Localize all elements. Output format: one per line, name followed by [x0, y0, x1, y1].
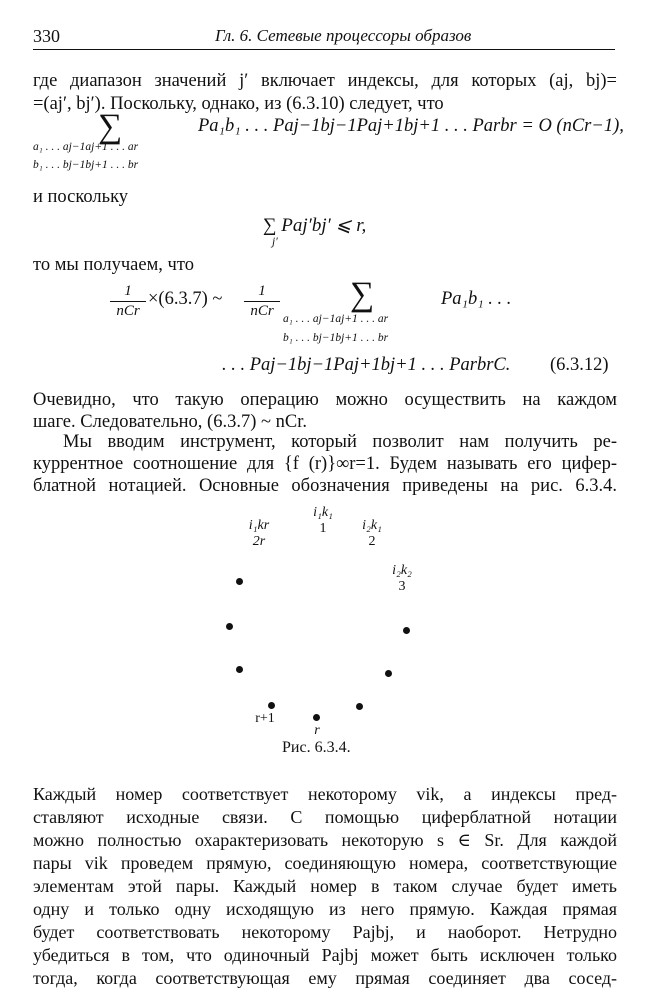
page-number: 330 [33, 26, 60, 46]
paragraph-3-line-1: Мы вводим инструмент, который позволит нам получить ре- [63, 432, 617, 452]
paragraph-4-line-7: будет соответствовать некоторому Pajbj, и наоборот. Нетрудно [33, 922, 617, 942]
paragraph-4-line-6: одну и только одну исходящую из него прямую. Каждая прямая [33, 899, 617, 919]
paragraph-2-line-2: шаге. Следовательно, (6.3.7) ~ nCr. [33, 412, 307, 432]
figure-caption: Рис. 6.3.4. [282, 739, 351, 756]
clock-dot [236, 666, 243, 673]
clock-dot [268, 702, 275, 709]
label-left-top-number: 2r [252, 534, 266, 549]
clock-dot [403, 627, 410, 634]
paragraph-4-line-4: пары vik проведем прямую, соединяющую номера, соответствующие [33, 853, 617, 873]
label-right-top-number: 2 [368, 534, 376, 549]
paragraph-4-line-5: элементам этой пары. Каждый номер в таком случае будет иметь [33, 876, 617, 896]
eq3-frac1-num: 1 [124, 283, 132, 299]
label-bottom-left: r+1 [255, 711, 275, 726]
paragraph-1-line-1: где диапазон значений j′ включает индексы, для которых (aj, bj)= [33, 71, 617, 91]
paragraph-4-line-3: можно полностью охарактеризовать некоторую s ∈ Sr. Для каждой [33, 830, 617, 850]
paragraph-2-line-1: Очевидно, что такую операцию можно осуществить на каждом [33, 390, 617, 410]
header-rule [33, 49, 615, 50]
paragraph-4-line-8: убедиться в том, что одиночный Pajbj может быть исключен только [33, 945, 617, 965]
paragraph-1-line-2: =(aj′, bj′). Поскольку, однако, из (6.3.10) следует, что [33, 94, 444, 114]
eq3-sum-symbol: ∑ [350, 276, 375, 313]
label-bottom: r [314, 723, 320, 738]
eq3-subscript-b: b₁ . . . bj−1bj+1 . . . br [283, 332, 389, 344]
label-far-right-number: 3 [398, 579, 406, 594]
label-top [308, 505, 338, 537]
eq3-line-2: . . . Paj−1bj−1Paj+1bj+1 . . . ParbrC. [222, 355, 511, 375]
eq1-sum-symbol: ∑ [98, 108, 123, 145]
eq3-frac2-bar [244, 301, 280, 302]
paragraph-4-line-2: ставляют исходные связи. С помощью циферблатной нотации [33, 807, 617, 827]
clock-dot [356, 703, 363, 710]
clock-dot [236, 578, 243, 585]
paragraph-4-line-1: Каждый номер соответствует некоторому vik, а индексы пред- [33, 784, 617, 804]
label-left-top-index: i₁kr [248, 518, 270, 533]
label-right-top [357, 518, 387, 550]
eq1-subscript-a: a₁ . . . aj−1aj+1 . . . ar [33, 141, 139, 153]
eq3-fraction-1 [110, 283, 146, 320]
eq3-frac1-den: nCr [116, 303, 140, 319]
and-since-text: и поскольку [33, 187, 129, 207]
eq3-number: (6.3.12) [550, 355, 609, 375]
label-right-top-index: i₂k₁ [362, 518, 382, 533]
eq3-frac2-num: 1 [258, 283, 266, 299]
eq1-subscript-b: b₁ . . . bj−1bj+1 . . . br [33, 159, 139, 171]
eq2-subscript: j′ [272, 236, 278, 248]
eq3-tail: Pa₁b₁ . . . [441, 289, 512, 309]
eq3-subscript-a: a₁ . . . aj−1aj+1 . . . ar [283, 313, 389, 325]
eq3-fraction-2 [244, 283, 280, 320]
paragraph-4-line-9: тогда, когда соответствующая ему прямая соединяет два сосед- [33, 968, 617, 988]
eq1-expression: Pa₁b₁ . . . Paj−1bj−1Paj+1bj+1 . . . Parbr = O (nCr−1), [198, 116, 624, 136]
label-far-right-index: i₂k₂ [392, 563, 412, 578]
eq2-expression: ∑ Paj′bj′ ⩽ r, [263, 215, 367, 236]
label-top-index: i₁k₁ [313, 505, 333, 520]
label-top-number: 1 [319, 521, 327, 536]
label-left-top [244, 518, 274, 550]
paragraph-3-line-2: куррентное соотношение для {f (r)}∞r=1. Будем называть его цифер- [33, 454, 617, 474]
clock-dot [313, 714, 320, 721]
we-get-text: то мы получаем, что [33, 255, 194, 275]
eq3-frac1-bar [110, 301, 146, 302]
label-far-right [387, 563, 417, 595]
clock-dot [226, 623, 233, 630]
eq3-middle: ×(6.3.7) ~ [148, 289, 223, 309]
running-title: Гл. 6. Сетевые процессоры образов [215, 26, 472, 45]
clock-dot [385, 670, 392, 677]
eq3-frac2-den: nCr [250, 303, 274, 319]
paragraph-3-line-3: блатной нотацией. Основные обозначения приведены на рис. 6.3.4. [33, 476, 617, 496]
